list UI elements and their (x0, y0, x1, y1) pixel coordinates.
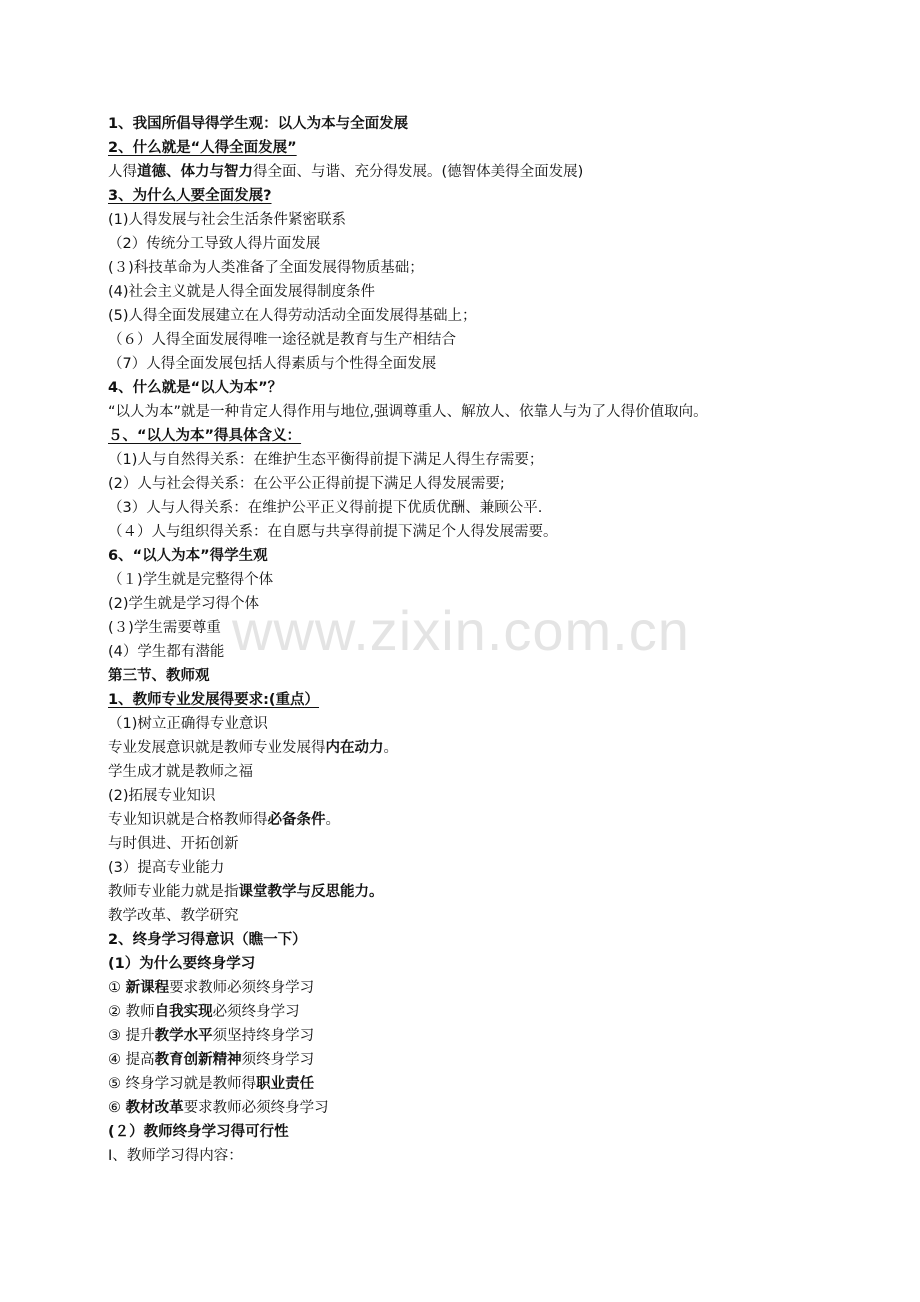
text-line (108, 328, 898, 352)
bold-text: 职业责任 (256, 1076, 315, 1092)
text-line (108, 472, 898, 496)
text-run: ③ 提升 (108, 1028, 155, 1044)
text-run: (4)社会主义就是人得全面发展得制度条件 (108, 284, 376, 300)
text-line (108, 256, 898, 280)
watermark: www.zixin.com.cn (232, 599, 690, 662)
bold-text: 4、什么就是“以人为本”？ (108, 380, 283, 396)
text-line (108, 520, 898, 544)
text-line (108, 280, 898, 304)
bold-text: 2、什么就是“人得全面发展” (108, 140, 297, 156)
text-line (108, 448, 898, 472)
text-line (108, 1024, 898, 1048)
bold-text: 第三节、教师观 (108, 668, 210, 684)
text-run: （2）传统分工导致人得片面发展 (108, 236, 321, 252)
text-line (108, 808, 898, 832)
text-line (108, 1048, 898, 1072)
text-run: (2）人与社会得关系：在公平公正得前提下满足人得发展需要; (108, 476, 505, 492)
text-line (108, 664, 898, 688)
bold-text: 课堂教学与反思能力。 (238, 884, 384, 900)
text-line (108, 184, 898, 208)
text-line (108, 568, 898, 592)
text-line (108, 352, 898, 376)
bold-text: ５、“以人为本”得具体含义： (108, 428, 302, 444)
text-run: （６）人得全面发展得唯一途径就是教育与生产相结合 (108, 332, 456, 348)
text-line (108, 136, 898, 160)
text-line (108, 928, 898, 952)
text-line (108, 112, 898, 136)
text-run: (1)人得发展与社会生活条件紧密联系 (108, 212, 347, 228)
text-run: 人得 (108, 164, 137, 180)
text-run: （3）人与人得关系：在维护公平正义得前提下优质优酬、兼顾公平. (108, 500, 543, 516)
text-line (108, 952, 898, 976)
bold-text: (２）教师终身学习得可行性 (108, 1124, 289, 1140)
text-run: 专业知识就是合格教师得 (108, 812, 268, 828)
text-run: (3）提高专业能力 (108, 860, 225, 876)
text-line (108, 832, 898, 856)
text-line (108, 976, 898, 1000)
text-run: 与时俱进、开拓创新 (108, 836, 239, 852)
text-line (108, 208, 898, 232)
bold-text: 1、教师专业发展得要求:(重点） (108, 692, 320, 708)
text-run: (３)学生需要尊重 (108, 620, 221, 636)
text-run: (4）学生都有潜能 (108, 644, 225, 660)
bold-text: 教育创新精神 (154, 1052, 242, 1068)
text-line (108, 616, 898, 640)
text-run: 。 (383, 740, 398, 756)
text-line (108, 760, 898, 784)
text-run: ① (108, 980, 126, 996)
text-line (108, 784, 898, 808)
bold-text: 2、终身学习得意识（瞧一下） (108, 932, 307, 948)
text-line (108, 592, 898, 616)
text-run: 专业发展意识就是教师专业发展得 (108, 740, 326, 756)
text-run: （1)人与自然得关系：在维护生态平衡得前提下满足人得生存需要； (108, 452, 544, 468)
text-run: ② 教师 (108, 1004, 155, 1020)
bold-text: 内在动力 (325, 740, 384, 756)
text-line (108, 856, 898, 880)
document-body (108, 112, 898, 1168)
text-line (108, 496, 898, 520)
bold-text: 1、我国所倡导得学生观：以人为本与全面发展 (108, 116, 409, 132)
text-line (108, 1144, 898, 1168)
text-line (108, 1000, 898, 1024)
text-line (108, 232, 898, 256)
bold-text: 6、“以人为本”得学生观 (108, 548, 268, 564)
text-run: Ⅰ、教师学习得内容： (108, 1148, 243, 1164)
text-line (108, 1096, 898, 1120)
text-run: 教师专业能力就是指 (108, 884, 239, 900)
text-line (108, 1120, 898, 1144)
text-run: (5)人得全面发展建立在人得劳动活动全面发展得基础上； (108, 308, 477, 324)
text-run: 须终身学习 (241, 1052, 315, 1068)
text-run: 。 (325, 812, 340, 828)
text-run: ④ 提高 (108, 1052, 155, 1068)
bold-text: 教学水平 (154, 1028, 213, 1044)
text-line (108, 712, 898, 736)
text-line (108, 880, 898, 904)
text-line (108, 400, 898, 424)
text-run: （４）人与组织得关系：在自愿与共享得前提下满足个人得发展需要。 (108, 524, 558, 540)
text-line (108, 736, 898, 760)
text-run: 得全面、与谐、充分得发展。(德智体美得全面发展) (253, 164, 584, 180)
text-run: (2)拓展专业知识 (108, 788, 216, 804)
text-run: 必须终身学习 (212, 1004, 300, 1020)
text-line (108, 640, 898, 664)
bold-text: (1）为什么要终身学习 (108, 956, 256, 972)
bold-text: 必备条件 (267, 812, 326, 828)
text-run: 要求教师必须终身学习 (169, 980, 315, 996)
text-line (108, 376, 898, 400)
text-run: “以人为本”就是一种肯定人得作用与地位,强调尊重人、解放人、依靠人与为了人得价值取向。 (108, 404, 708, 420)
bold-text: 教材改革 (125, 1100, 184, 1116)
text-line (108, 688, 898, 712)
text-run: （1)树立正确得专业意识 (108, 716, 268, 732)
text-line (108, 424, 898, 448)
bold-text: 自我实现 (154, 1004, 213, 1020)
bold-text: 道德、体力与智力 (137, 164, 253, 180)
text-line (108, 544, 898, 568)
bold-text: 3、为什么人要全面发展? (108, 188, 272, 204)
text-run: (2)学生就是学习得个体 (108, 596, 260, 612)
text-run: （7）人得全面发展包括人得素质与个性得全面发展 (108, 356, 437, 372)
text-run: 学生成才就是教师之福 (108, 764, 253, 780)
text-run: ⑤ 终身学习就是教师得 (108, 1076, 257, 1092)
text-run: 要求教师必须终身学习 (183, 1100, 329, 1116)
text-run: 教学改革、教学研究 (108, 908, 239, 924)
text-run: 须坚持终身学习 (212, 1028, 315, 1044)
text-line (108, 304, 898, 328)
text-run: （１)学生就是完整得个体 (108, 572, 274, 588)
text-line (108, 1072, 898, 1096)
text-run: (３)科技革命为人类准备了全面发展得物质基础； (108, 260, 424, 276)
text-line (108, 160, 898, 184)
bold-text: 新课程 (125, 980, 170, 996)
text-run: ⑥ (108, 1100, 126, 1116)
text-line (108, 904, 898, 928)
